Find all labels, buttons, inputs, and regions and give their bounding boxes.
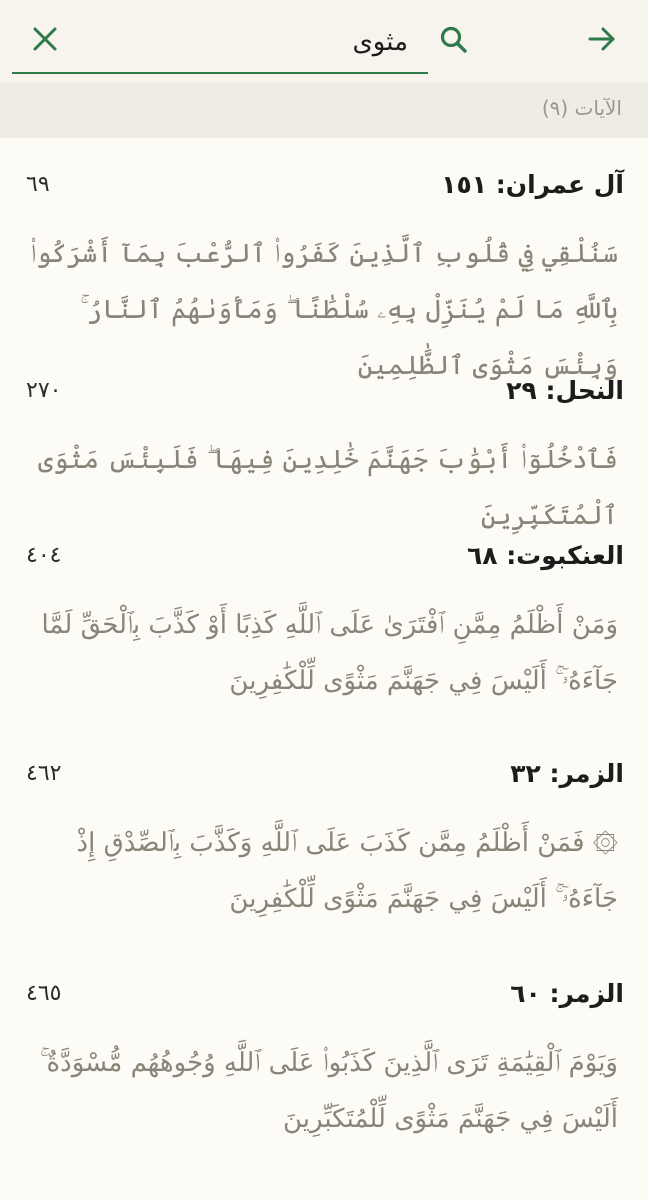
page-number: ٤٦٢ [26,761,62,786]
verse-result[interactable] [0,509,648,727]
verse-result[interactable] [0,947,648,1153]
search-icon [439,25,469,55]
verse-result[interactable] [0,344,648,531]
search-underline [12,72,428,74]
page-number: ٢٧٠ [26,378,62,403]
verse-text: فَٱدْخُلُوٓا۟ أَبْوَٰبَ جَهَنَّمَ خَٰلِدِينَ فِيهَا ۖ فَلَبِئْسَ مَثْوَى ٱلْمُتَكَبِّرِينَ [37,445,618,531]
results-list [0,138,648,1153]
surah-reference: الزمر: ٦٠ [510,979,624,1008]
arrow-right-icon [587,24,617,54]
verse-text: وَيَوْمَ ٱلْقِيَٰمَةِ تَرَى ٱلَّذِينَ كَذَبُوا۟ عَلَى ٱللَّهِ وُجُوهُهُم مُّسْوَدَّةٌ ۚ أَلَيْسَ فِي جَهَنَّمَ مَثْوًى لِّلْمُتَكَبِّرِينَ [40,1048,618,1134]
page-number: ٦٩ [26,172,50,197]
back-button[interactable] [582,20,622,58]
page-number: ٤٠٤ [26,543,62,568]
verse-result[interactable] [0,138,648,381]
search-input[interactable] [52,22,408,62]
top-bar [0,0,648,82]
results-header [0,82,648,138]
search-button[interactable] [434,20,474,60]
verse-text: سَنُلْقِي فِي قُلُوبِ ٱلَّذِينَ كَفَرُوا۟ ٱلرُّعْبَ بِمَآ أَشْرَكُوا۟ بِٱللَّهِ مَا لَمْ يُنَزِّلْ بِهِۦ سُلْطَٰنًا ۖ وَمَأْوَىٰهُمُ ٱلنَّارُ ۚ وَبِئْسَ مَثْوَى ٱلظَّٰلِمِينَ [30,239,618,381]
surah-reference: الزمر: ٣٢ [510,759,624,788]
page-number: ٤٦٥ [26,981,62,1006]
results-count: الآيات (٩) [541,96,622,120]
verse-result[interactable] [0,727,648,947]
search-field [12,14,428,74]
surah-reference: آل عمران: ١٥١ [441,170,624,199]
verse-text: وَمَنْ أَظْلَمُ مِمَّنِ ٱفْتَرَىٰ عَلَى ٱللَّهِ كَذِبًا أَوْ كَذَّبَ بِٱلْحَقِّ لَمَّا جَآءَهُۥٓ ۚ أَلَيْسَ فِي جَهَنَّمَ مَثْوًى لِّلْكَٰفِرِينَ [41,610,618,696]
surah-reference: العنكبوت: ٦٨ [466,541,624,570]
verse-text: ۞ فَمَنْ أَظْلَمُ مِمَّن كَذَبَ عَلَى ٱللَّهِ وَكَذَّبَ بِٱلصِّدْقِ إِذْ جَآءَهُۥٓ ۚ أَلَيْسَ فِي جَهَنَّمَ مَثْوًى لِّلْكَٰفِرِينَ [76,828,618,914]
surah-reference: النحل: ٢٩ [506,376,624,405]
